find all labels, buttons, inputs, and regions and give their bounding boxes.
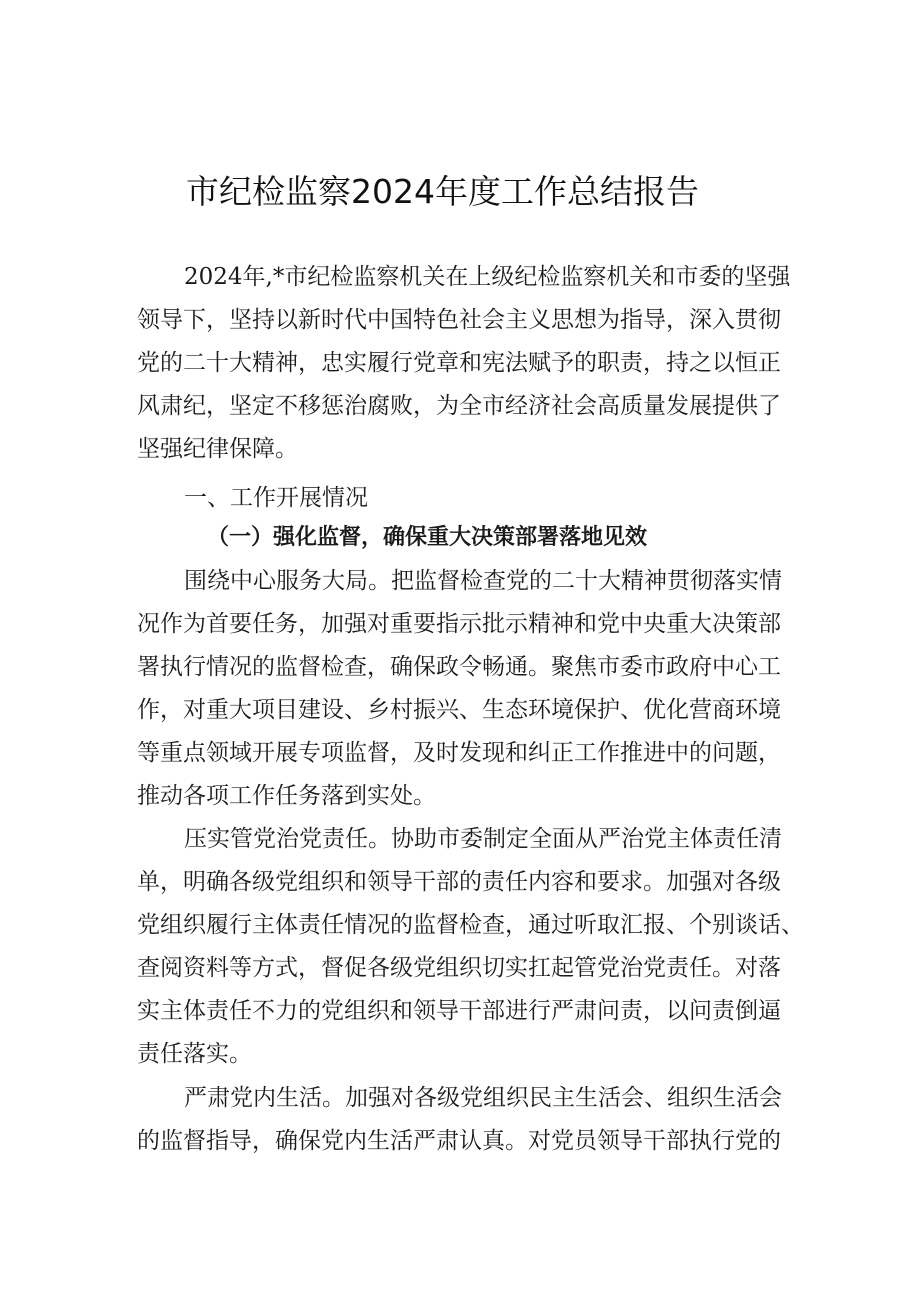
intro-paragraph [137,256,797,471]
section-1-heading: 一、工作开展情况 [184,485,368,511]
text-line: 的监督指导，确保党内生活严肃认真。对党员领导干部执行党的 [137,1128,781,1154]
text-line: 领导下，坚持以新时代中国特色社会主义思想为指导，深入贯彻 [137,307,781,333]
text-line: 党的二十大精神，忠实履行党章和宪法赋予的职责，持之以恒正 [137,350,781,376]
paragraph-3 [137,1077,797,1163]
text-line: 风肃纪，坚定不移惩治腐败，为全市经济社会高质量发展提供了 [137,393,781,419]
subsection-1-heading: （一）强化监督，确保重大决策部署落地见效 [207,525,648,550]
text-line: 等重点领域开展专项监督，及时发现和纠正工作推进中的问题， [137,740,781,766]
text-line: 单，明确各级党组织和领导干部的责任内容和要求。加强对各级 [137,869,781,895]
text-line: 推动各项工作任务落到实处。 [137,783,436,809]
text-line: 况作为首要任务，加强对重要指示批示精神和党中央重大决策部 [137,611,781,637]
text-line: 作，对重大项目建设、乡村振兴、生态环境保护、优化营商环境 [137,697,781,723]
text-line: 压实管党治党责任。协助市委制定全面从严治党主体责任清 [184,826,782,852]
text-line: 2024年,*市纪检监察机关在上级纪检监察机关和市委的坚强 [184,264,791,290]
paragraph-1 [137,560,797,818]
text-line: 责任落实。 [137,1041,252,1067]
text-line: 党组织履行主体责任情况的监督检查，通过听取汇报、个别谈话、 [137,912,804,938]
section-heading [137,477,797,520]
text-line: 实主体责任不力的党组织和领导干部进行严肃问责，以问责倒逼 [137,998,781,1024]
text-line: 严肃党内生活。加强对各级党组织民主生活会、组织生活会 [184,1085,782,1111]
text-line: 围绕中心服务大局。把监督检查党的二十大精神贯彻落实情 [184,568,782,594]
text-line: 坚强纪律保障。 [137,436,298,462]
subsection-heading [137,516,797,559]
paragraph-2 [137,818,804,1076]
document-title: 市纪检监察2024年度工作总结报告 [186,172,699,211]
text-line: 查阅资料等方式，督促各级党组织切实扛起管党治党责任。对落 [137,955,781,981]
text-line: 署执行情况的监督检查，确保政令畅通。聚焦市委市政府中心工 [137,654,781,680]
